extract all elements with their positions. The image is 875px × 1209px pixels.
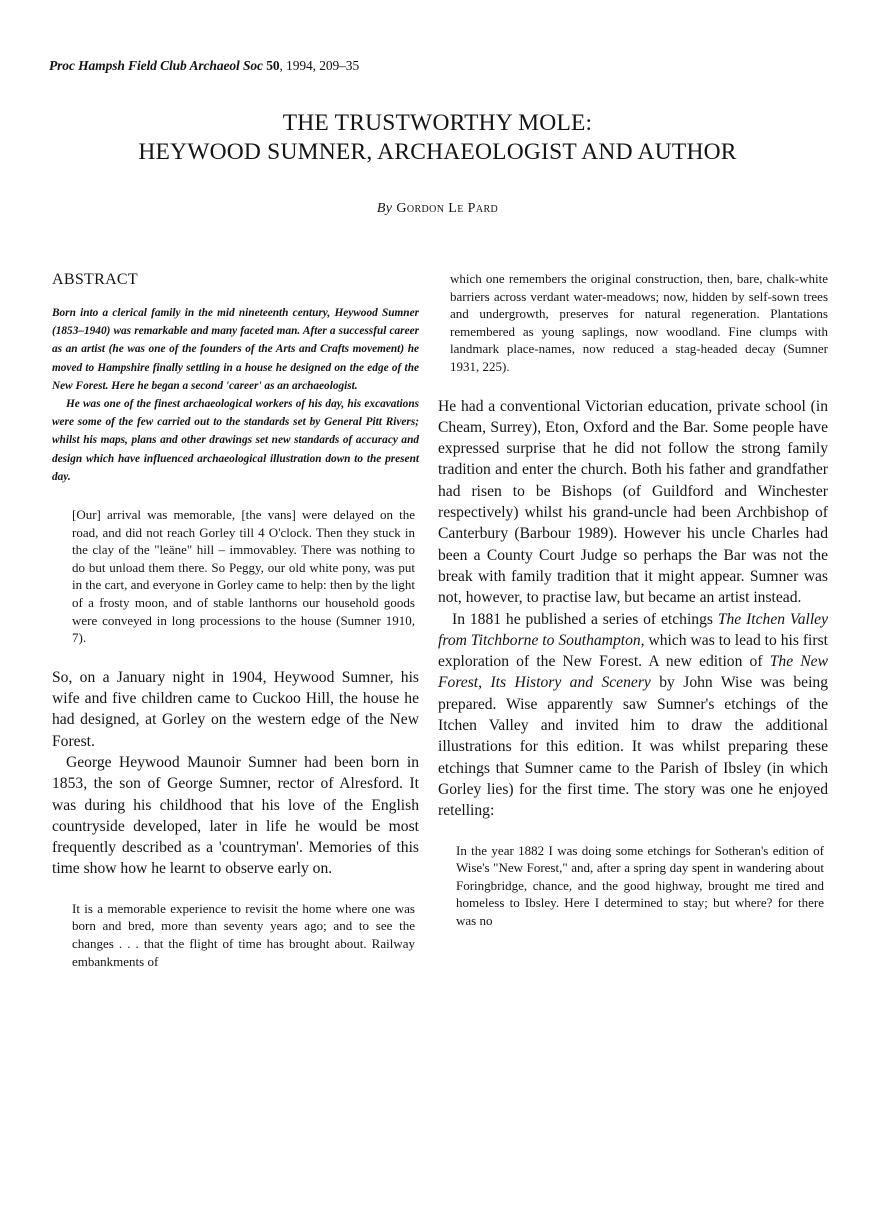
block-quote-ibsley: In the year 1882 I was doing some etchings for Sotheran's edition of Wise's "New Forest," and, after a spring day spent in wandering about Foringbridge, chance, and the good highway, brought me tired and homeless to Ibsley. Here I determined to stay; but where? for there was no [456, 842, 824, 928]
article-title-line-1: THE TRUSTWORTHY MOLE: [282, 110, 593, 136]
byline-by: By [376, 201, 393, 216]
left-column [52, 270, 419, 970]
right-column [438, 270, 828, 929]
journal-volume: 50 [266, 58, 280, 73]
body-paragraph-education: He had a conventional Victorian education, private school (in Cheam, Surrey), Eton, Oxford and the Bar. Some people have expressed surprise that he did not follow the strong family tradition and enter the church. Both his father and grandfather had risen to be Bishops (of Guildford and Winchester respectively) whilst his grand-uncle had been Archbishop of Canterbury (Barbour 1989). However his uncle Charles had been a County Court Judge so perhaps the Bar was not the break with family tradition that it might appear. Sumner was not, however, to practise law, but became an artist instead. [438, 397, 828, 607]
abstract-paragraph-1: Born into a clerical family in the mid nineteenth century, Heywood Sumner (1853–1940) was remarkable and many faceted man. After a successful career as an artist (he was one of the founders of the Arts and Crafts movement) he moved to Hampshire finally settling in a house he designed on the edge of the New Forest. Here he began a second 'career' as an archaeologist. [52, 307, 419, 392]
abstract-paragraph-2: He was one of the finest archaeological workers of his day, his excavations were some of the few carried out to the standards set by General Pitt Rivers; whilst his maps, plans and other drawings set new standards of accuracy and design which have influenced archaeological illustration down to the present day. [52, 398, 419, 483]
journal-year-pages: , 1994, 209–35 [279, 58, 360, 73]
etchings-text-b: , which was to lead to his first exploration of the New Forest. A new edition of [438, 631, 828, 671]
etchings-text-c: by John Wise was being prepared. Wise apparently saw Sumner's etchings of the Itchen Valley and invited him to draw the additional illustrations for this edition. It was whilst preparing these etchings that Sumner came to the Parish of Ibsley (in which Gorley lies) for the first time. The story was one he enjoyed retelling: [438, 674, 828, 820]
etchings-text-a: In 1881 he published a series of etchings [452, 610, 718, 628]
journal-reference [49, 58, 359, 74]
block-quote-continuation: which one remembers the original construction, then, bare, chalk-white barriers across verdant water-meadows; now, hidden by self-sown trees and undergrowth, preserves for natural regeneration. Plantations remembered as young saplings, now woodland. Fine clumps with landmark place-names, now reduced a stag-headed decay (Sumner 1931, 225). [450, 271, 828, 374]
author-name: Gordon Le Pard [396, 201, 499, 216]
article-title-line-2: HEYWOOD SUMNER, ARCHAEOLOGIST AND AUTHOR [138, 139, 737, 165]
left-body-text [52, 667, 419, 880]
abstract-heading: ABSTRACT [52, 271, 138, 288]
journal-name: Proc Hampsh Field Club Archaeol Soc [49, 58, 263, 73]
abstract-text [52, 304, 419, 486]
body-paragraph-etchings [438, 609, 828, 822]
right-body-text [438, 396, 828, 822]
body-paragraph-early-life: George Heywood Maunoir Sumner had been born in 1853, the son of George Sumner, rector of Alresford. It was during his childhood that his love of the English countryside developed, later in life he would be most frequently described as a 'countryman'. Memories of this time show how he learnt to observe early on. [52, 753, 419, 878]
block-quote-memorable-experience: It is a memorable experience to revisit the home where one was born and bred, more than seventy years ago; and to see the changes . . . that the flight of time has brought about. Railway embankments of [72, 900, 415, 969]
etchings-title-itchen-valley: The Itchen Valley from Titchborne to Southampton [438, 610, 829, 649]
body-paragraph-january-night: So, on a January night in 1904, Heywood Sumner, his wife and five children came to Cuckoo Hill, the house he had designed, at Gorley on the western edge of the New Forest. [52, 668, 419, 750]
book-title-new-forest: The New Forest, Its History and Scenery [438, 653, 828, 692]
byline [0, 201, 875, 217]
block-quote-arrival: [Our] arrival was memorable, [the vans] were delayed on the road, and did not reach Gorley till 4 O'clock. Then they stuck in the clay of the "leäne" hill – immovabley. There was nothing to do but unload them there. So Peggy, our old white pony, was put in the cart, and everyone in Gorley came to help: then by the light of a frosty moon, and of stable lanthorns our household goods were conveyed in long processions to the house (Sumner 1910, 7). [72, 507, 415, 646]
